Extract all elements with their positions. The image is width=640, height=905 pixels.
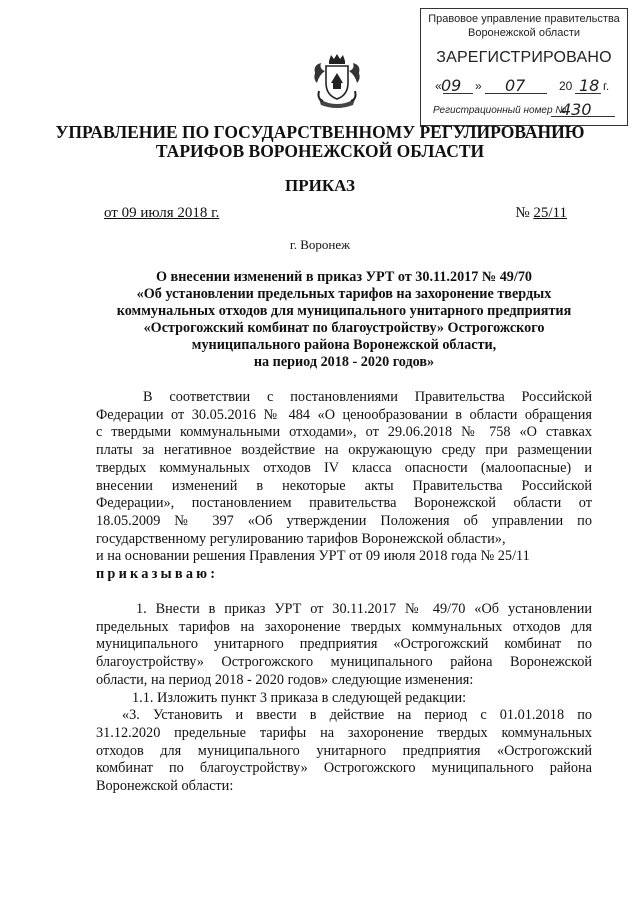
stamp-date-year: 18 bbox=[579, 76, 600, 95]
stamp-date-year-end: г. bbox=[603, 79, 610, 93]
stamp-org-line2: Воронежской области bbox=[467, 27, 580, 39]
item-1-1: 1.1. Изложить пункт 3 приказа в следующей редакции: bbox=[132, 689, 467, 706]
preamble-line: Федерации от 30.05.2016 № 484 «О ценообразовании в области обращения bbox=[96, 406, 592, 423]
item3-line: «3. Установить и ввести в действие на период с 01.01.2018 по bbox=[122, 707, 592, 724]
item3-line: Воронежской области: bbox=[96, 778, 234, 795]
stamp-reg-number-value: 430 bbox=[561, 100, 592, 119]
stamp-reg-number-label: Регистрационный номер № bbox=[433, 105, 567, 116]
preamble-line: государственному регулированию тарифов Воронежской области», bbox=[96, 530, 506, 547]
preamble-line: Федерации», постановлением правительства Воронежской области от bbox=[96, 495, 592, 512]
stamp-reg-number bbox=[433, 100, 592, 119]
stamp-status: ЗАРЕГИСТРИРОВАНО bbox=[436, 49, 612, 66]
preamble-line: с твердыми коммунальными отходами», от 29.06.2018 № 758 «О ставках bbox=[96, 424, 592, 441]
item1-line: области, на период 2018 - 2020 годов» следующие изменения: bbox=[96, 671, 474, 688]
order-title bbox=[96, 269, 592, 371]
item1-line: предельных тарифов на захоронение твердых коммунальных отходов для bbox=[96, 618, 592, 635]
org-name-line2: ТАРИФОВ ВОРОНЕЖСКОЙ ОБЛАСТИ bbox=[155, 141, 485, 161]
order-number-prefix: № bbox=[515, 205, 530, 221]
title-line: на период 2018 - 2020 годов» bbox=[253, 354, 435, 370]
stamp-date-close-quote: » bbox=[475, 79, 482, 93]
order-number bbox=[515, 205, 567, 222]
voronezh-coat-of-arms-icon bbox=[311, 53, 363, 111]
org-name-line1: УПРАВЛЕНИЕ ПО ГОСУДАРСТВЕННОМУ РЕГУЛИРОВАНИЮ bbox=[55, 122, 585, 142]
item3-line: комбинат по благоустройству» Острогожского муниципального района bbox=[96, 760, 592, 777]
city: г. Воронеж bbox=[289, 237, 351, 252]
stamp-org bbox=[421, 12, 627, 40]
stamp-date-month: 07 bbox=[505, 76, 526, 95]
stamp-org-line1: Правовое управление правительства bbox=[428, 13, 620, 25]
preamble-paragraph bbox=[96, 389, 592, 584]
item3-line: отходов для муниципального унитарного предприятия «Острогожский bbox=[96, 742, 592, 759]
stamp-date bbox=[435, 76, 615, 97]
title-line: коммунальных отходов для муниципального унитарного предприятия bbox=[116, 303, 572, 319]
order-date: от 09 июля 2018 г. bbox=[104, 205, 220, 221]
preamble-line: и на основании решения Правления УРТ от 09 июля 2018 года № 25/11 bbox=[96, 548, 530, 565]
registration-stamp bbox=[420, 8, 628, 126]
preamble-line: твердых коммунальных отходов IV класса опасности (малоопасные) и bbox=[96, 459, 592, 476]
preamble-line: внесении изменений в некоторые акты Правительства Российской bbox=[96, 477, 592, 494]
preamble-line: 18.05.2009 № 397 «Об утверждении Положения об управлении по bbox=[96, 512, 592, 529]
stamp-date-day: 09 bbox=[441, 76, 462, 95]
stamp-date-year-prefix: 20 bbox=[559, 79, 573, 93]
order-word: приказываю: bbox=[96, 566, 219, 583]
title-line: муниципального района Воронежской области, bbox=[191, 337, 497, 353]
item1-line: 1. Внести в приказ УРТ от 30.11.2017 № 49/70 «Об установлении bbox=[136, 601, 592, 617]
title-line: «Острогожский комбинат по благоустройству» Острогожского bbox=[143, 320, 545, 336]
preamble-line: В соответствии с постановлениями Правительства Российской bbox=[143, 389, 592, 405]
item-1 bbox=[96, 601, 592, 796]
document-type: ПРИКАЗ bbox=[285, 176, 355, 195]
title-line: О внесении изменений в приказ УРТ от 30.11.2017 № 49/70 bbox=[155, 269, 533, 285]
stamp-date-open-quote: « bbox=[435, 79, 442, 93]
title-line: «Об установлении предельных тарифов на захоронение твердых bbox=[136, 286, 552, 302]
order-number-value: 25/11 bbox=[533, 205, 567, 221]
item3-line: 31.12.2020 предельные тарифы на захоронение твердых коммунальных bbox=[96, 724, 592, 741]
preamble-line: платы за негативное воздействие на окружающую среду при размещении bbox=[96, 442, 592, 459]
item1-line: муниципального унитарного предприятия «Острогожский комбинат по bbox=[96, 636, 592, 653]
item1-line: благоустройству» Острогожского муниципального района Воронежской bbox=[96, 654, 592, 671]
